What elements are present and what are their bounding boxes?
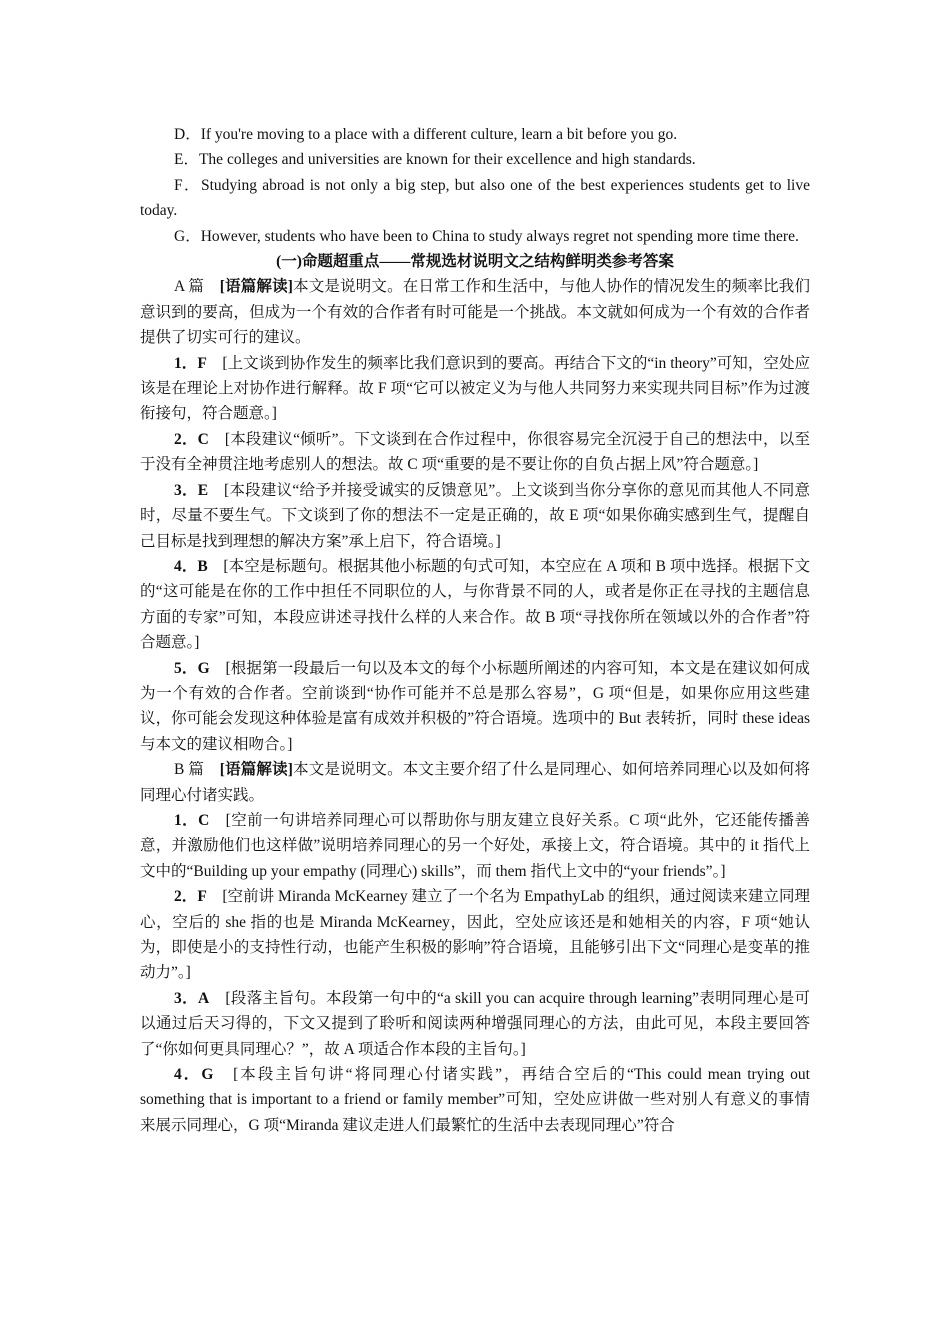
option-f: F．Studying abroad is not only a big step, but also one of the best experiences students get to live today. bbox=[140, 176, 810, 220]
answer-explanation: [段落主旨句。本段第一句中的“a skill you can acquire through learning”表明同理心是可以通过后天习得的，下文又提到了聆听和阅读两种增强同理心的方法，由此可见，本段主要回答了“你如何更具同理心？”，故 A 项适合作本段的主旨句。] bbox=[140, 989, 810, 1058]
answer-number: 1．F bbox=[174, 354, 207, 372]
answer-number: 5．G bbox=[174, 659, 210, 677]
answer-b-2 bbox=[140, 884, 810, 986]
answer-a-1 bbox=[140, 351, 810, 427]
answer-number: 4．G bbox=[174, 1066, 214, 1084]
answer-number: 2．C bbox=[174, 430, 209, 448]
option-g: G．However, students who have been to China to study always regret not spending more time there. bbox=[174, 227, 799, 245]
answer-explanation: [空前一句讲培养同理心可以帮助你与朋友建立良好关系。C 项“此外，它还能传播善意，并激励他们也这样做”说明培养同理心的另一个好处，承接上文，符合语境。其中的 it 指代上文中的“Building up your empathy (同理心) skills”，而 them 指代上文中的“your friends”。] bbox=[140, 811, 810, 880]
answer-b-1 bbox=[140, 808, 810, 884]
passage-a-tag: [语篇解读] bbox=[219, 278, 293, 296]
answer-explanation: [本空是标题句。根据其他小标题的句式可知，本空应在 A 项和 B 项中选择。根据下文的“这可能是在你的工作中担任不同职位的人，与你背景不同的人，或者是你正在寻找的主题信息方面的专家”可知，本段应讲述寻找什么样的人来合作。故 B 项“寻找你所在领域以外的合作者”符合题意。] bbox=[140, 557, 810, 652]
answer-a-5 bbox=[140, 656, 810, 758]
answer-number: 1．C bbox=[174, 811, 210, 829]
passage-b-heading: B 篇 bbox=[174, 761, 205, 779]
passage-a-intro bbox=[140, 274, 810, 350]
answer-explanation: [空前讲 Miranda McKearney 建立了一个名为 EmpathyLab 的组织，通过阅读来建立同理心，空后的 she 指的也是 Miranda McKearney，因此，空处应该还是和她相关的内容，F 项“她认为，即使是小的支持性行动，也能产生积极的影响”符合语境，且能够引出下文“同理心是变革的推动力”。] bbox=[140, 888, 810, 982]
section-title: (一)命题超重点——常规选材说明文之结构鲜明类参考答案 bbox=[276, 253, 674, 271]
answer-b-3 bbox=[140, 986, 810, 1062]
answer-a-4 bbox=[140, 554, 810, 656]
option-d: D．If you're moving to a place with a different culture, learn a bit before you go. bbox=[174, 126, 678, 143]
answer-b-4 bbox=[140, 1062, 810, 1138]
answer-explanation: [根据第一段最后一句以及本文的每个小标题所阐述的内容可知，本文是在建议如何成为一个有效的合作者。空前谈到“协作可能并不总是那么容易”，G 项“但是，如果你应用这些建议，你可能会发现这种体验是富有成效并积极的”符合语境。选项中的 But 表转折，同时 these ideas 与本文的建议相吻合。] bbox=[140, 659, 810, 753]
answer-number: 3．E bbox=[174, 481, 209, 499]
answer-explanation: [本段建议“给予并接受诚实的反馈意见”。上文谈到当你分享你的意见而其他人不同意时，尽量不要生气。下文谈到了你的想法不一定是正确的，故 E 项“如果你确实感到生气，提醒自己目标是找到理想的解决方案”承上启下，符合语境。] bbox=[140, 481, 810, 550]
answer-number: 3．A bbox=[174, 989, 210, 1007]
passage-b-intro-text: 本文是说明文。本文主要介绍了什么是同理心、如何培养同理心以及如何将同理心付诸实践。 bbox=[140, 761, 810, 804]
answer-a-2 bbox=[140, 427, 810, 478]
answer-explanation: [本段主旨句讲“将同理心付诸实践”，再结合空后的“This could mean trying out something that is important to a friend or family member”可知，空处应讲做一些对别人有意义的事情来展示同理心，G 项“Miranda 建议走进人们最繁忙的生活中去表现同理心”符合 bbox=[140, 1066, 810, 1134]
document-page bbox=[140, 122, 810, 1138]
passage-a-intro-text: 本文是说明文。在日常工作和生活中，与他人协作的情况发生的频率比我们意识到的要高，但成为一个有效的合作者有时可能是一个挑战。本文就如何成为一个有效的合作者提供了切实可行的建议。 bbox=[140, 278, 810, 347]
passage-b-intro bbox=[140, 757, 810, 808]
option-e: E．The colleges and universities are known for their excellence and high standards. bbox=[174, 151, 696, 169]
passage-a-heading: A 篇 bbox=[174, 278, 205, 296]
answer-a-3 bbox=[140, 478, 810, 554]
answer-number: 4．B bbox=[174, 557, 208, 575]
answer-number: 2．F bbox=[174, 888, 207, 906]
answer-explanation: [本段建议“倾听”。下文谈到在合作过程中，你很容易完全沉浸于自己的想法中，以至于没有全神贯注地考虑别人的想法。故 C 项“重要的是不要让你的自负占据上风”符合题意。] bbox=[140, 430, 810, 474]
answer-explanation: [上文谈到协作发生的频率比我们意识到的要高。再结合下文的“in theory”可知，空处应该是在理论上对协作进行解释。故 F 项“它可以被定义为与他人共同努力来实现共同目标”作为过渡衔接句，符合题意。] bbox=[140, 354, 810, 423]
passage-b-tag: [语篇解读] bbox=[219, 761, 293, 779]
